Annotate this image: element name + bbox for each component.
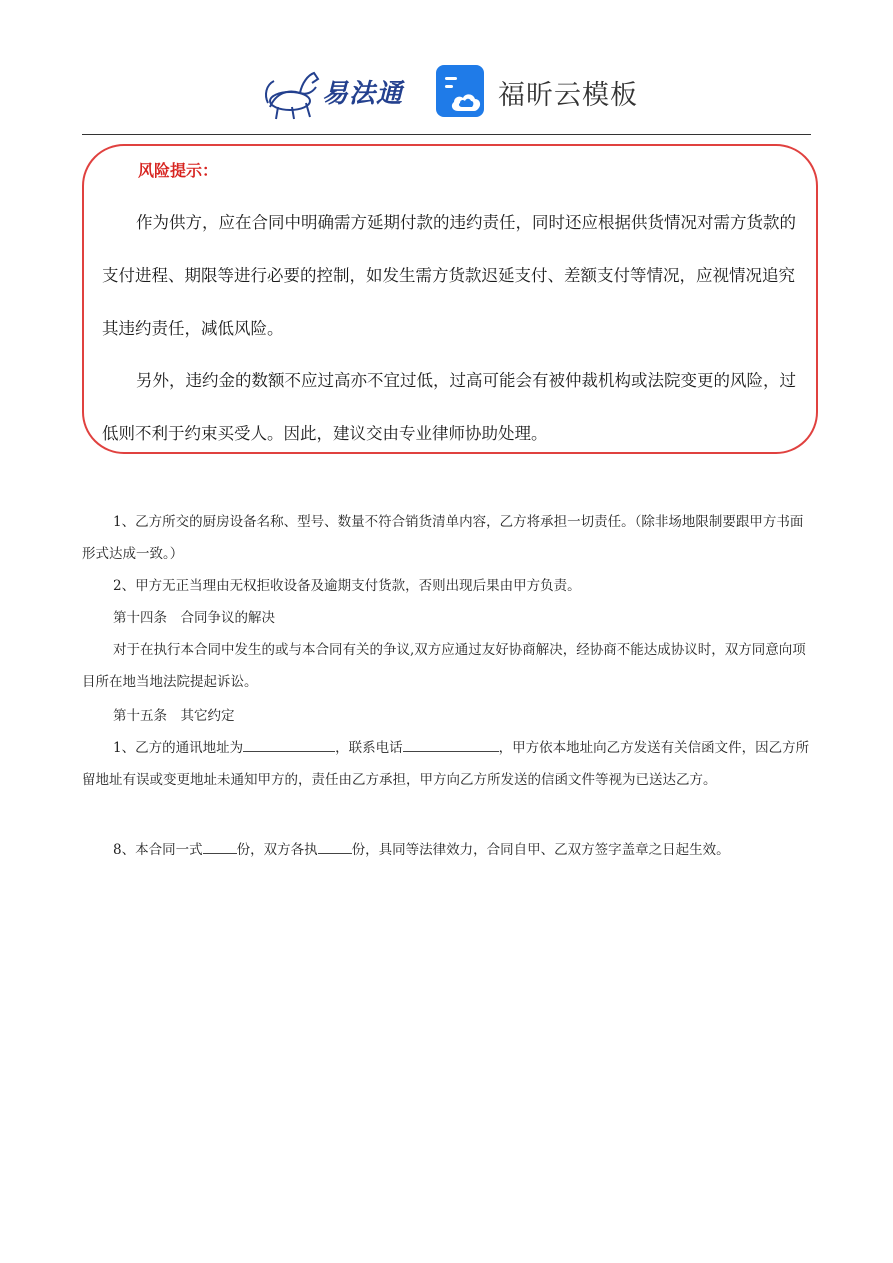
yifatong-logo-text: 易法通 — [322, 79, 404, 109]
phone-blank-field[interactable] — [403, 737, 499, 752]
contract-clause-8 — [82, 834, 812, 866]
cloud-document-icon — [436, 65, 488, 117]
article-14-heading: 第十四条 合同争议的解决 — [113, 610, 275, 626]
article-14-body — [82, 634, 812, 698]
copies-each-blank-field[interactable] — [318, 839, 352, 854]
risk-notice-paragraph-2: 另外，违约金的数额不应过高亦不宜过低，过高可能会有被仲裁机构或法院变更的风险，过低则不利于约束买受人。因此，建议交由专业律师协助处理。 — [102, 371, 796, 443]
article-15-item-1 — [82, 732, 812, 796]
clause-text: 1、乙方所交的厨房设备名称、型号、数量不符合销货清单内容，乙方将承担一切责任。（除非场地限制要跟甲方书面形式达成一致。） — [82, 514, 804, 562]
address-blank-field[interactable] — [243, 737, 335, 752]
risk-notice-title: 风险提示： — [138, 161, 219, 180]
article-15-heading: 第十五条 其它约定 — [113, 708, 235, 724]
header-divider — [82, 134, 811, 135]
clause-text-part: 1、乙方的通讯地址为 — [113, 740, 244, 756]
clause-text-part: 8、本合同一式 — [113, 842, 203, 858]
page-header — [0, 55, 893, 125]
clause-text-part: 份，双方各执 — [236, 842, 318, 858]
clause-text — [82, 732, 812, 796]
clause-text-part: ，联系电话 — [335, 740, 403, 756]
contract-clause-1 — [82, 506, 812, 570]
contract-clause-2: 2、甲方无正当理由无权拒收设备及逾期支付货款，否则出现后果由甲方负责。 — [113, 578, 581, 594]
clause-text-part: ，甲方依本地址向乙方发送有关信函文件，因乙方所留地址有误或变更地址未通知甲方的，责任由乙方承担，甲方向乙方所发送的信函文件等视为已送达乙方。 — [82, 740, 810, 788]
risk-notice-paragraph-1: 作为供方，应在合同中明确需方延期付款的违约责任，同时还应根据供货情况对需方货款的支付进程、期限等进行必要的控制，如发生需方货款迟延支付、差额支付等情况，应视情况追究其违约责任，减低风险。 — [102, 213, 796, 338]
foxit-template-logo-text: 福昕云模板 — [498, 80, 638, 111]
clause-text-part: 份，具同等法律效力，合同自甲、乙双方签字盖章之日起生效。 — [351, 842, 730, 858]
copies-total-blank-field[interactable] — [203, 839, 237, 854]
clause-text: 对于在执行本合同中发生的或与本合同有关的争议,双方应通过友好协商解决，经协商不能达成协议时，双方同意向项目所在地当地法院提起诉讼。 — [82, 642, 806, 690]
